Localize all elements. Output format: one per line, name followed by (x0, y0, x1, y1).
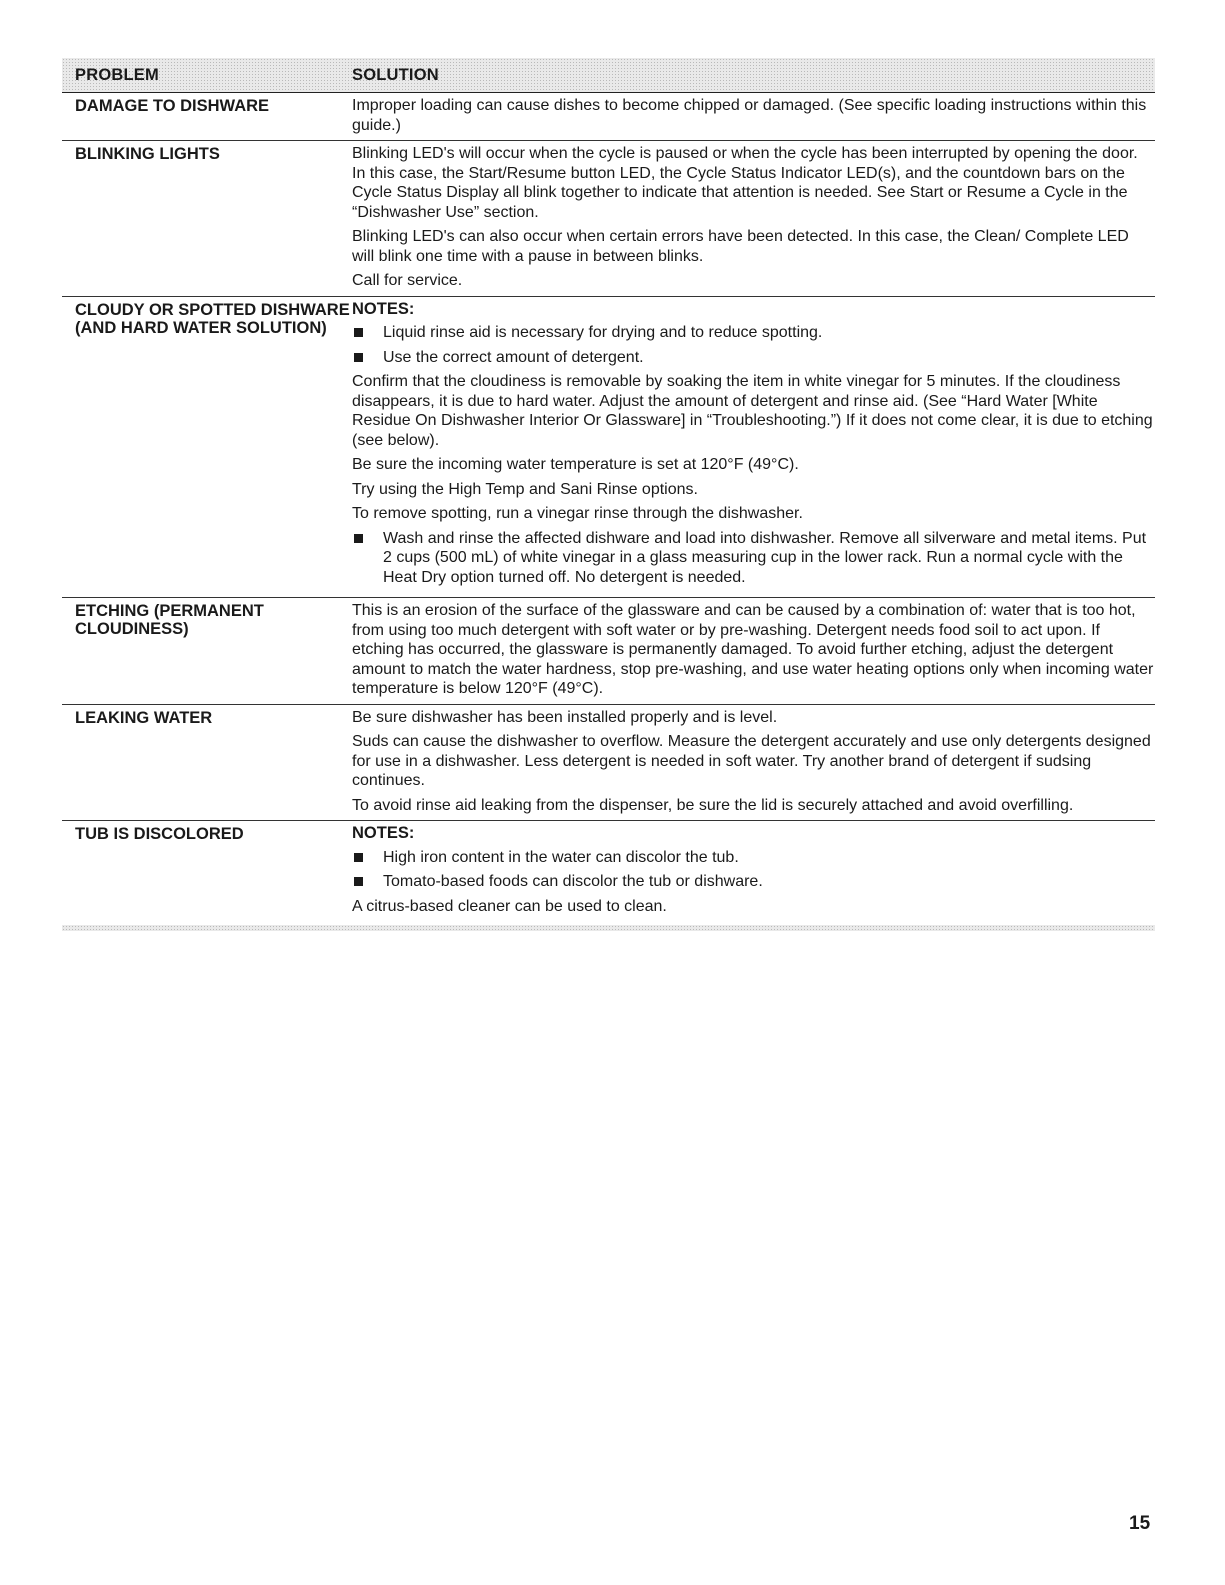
table-row (62, 93, 1155, 141)
bullet-text: Use the correct amount of detergent. (383, 348, 644, 366)
table-bottom-band (62, 925, 1155, 931)
bullet-text: Tomato-based foods can discolor the tub or dishware. (383, 873, 763, 890)
page-number: 15 (1129, 1513, 1151, 1534)
solution-paragraph: Call for service. (352, 272, 463, 289)
bullet-item (352, 872, 1155, 892)
bullet-text: Wash and rinse the affected dishware and load into dishwasher. Remove all silverware and metal items. Put 2 cups (500 mL) of white vinegar in a glass measuring cup in the lower rack. Run a normal cycle with the Heat Dry option turned off. No detergent is needed. (383, 529, 1147, 586)
solution-cell (352, 601, 1155, 699)
table-header (62, 58, 1155, 93)
bullet-text: High iron content in the water can discolor the tub. (383, 848, 739, 866)
table-row (62, 297, 1155, 599)
square-bullet-icon (354, 534, 363, 543)
problem-damage-to-dishware: DAMAGE TO DISHWARE (75, 97, 270, 115)
notes-heading: NOTES: (352, 299, 415, 318)
solution-paragraph: Try using the High Temp and Sani Rinse options. (352, 480, 698, 498)
solution-paragraph: Be sure dishwasher has been installed properly and is level. (352, 708, 778, 726)
solution-cell (352, 708, 1155, 816)
troubleshooting-table (62, 58, 1155, 931)
square-bullet-icon (354, 328, 363, 337)
bullet-item (352, 529, 1155, 588)
solution-cell (352, 300, 1155, 593)
solution-paragraph: Be sure the incoming water temperature is set at 120°F (49°C). (352, 456, 799, 473)
solution-paragraph: Blinking LED's can also occur when certain errors have been detected. In this case, the Clean/ Complete LED will blink one time with a pause in between blinks. (352, 228, 1129, 265)
problem-leaking-water: LEAKING WATER (75, 708, 213, 727)
problem-tub-discolored: TUB IS DISCOLORED (75, 825, 244, 843)
solution-paragraph: Improper loading can cause dishes to become chipped or damaged. (See specific loading instructions within this guide.) (352, 97, 1147, 134)
solution-cell (352, 96, 1155, 135)
square-bullet-icon (354, 877, 363, 886)
square-bullet-icon (354, 853, 363, 862)
problem-column-header: PROBLEM (75, 66, 159, 84)
solution-column-header: SOLUTION (352, 66, 439, 84)
solution-paragraph: This is an erosion of the surface of the glassware and can be caused by a combination of: water that is too hot, from using too much detergent with soft water or by pre-washing. Detergent needs food soil to act upon. If etching has occurred, the glassware is permanently damaged. To avoid further etching, adjust the detergent amount to match the water hardness, stop pre-washing, and use water heating options only when incoming water temperature is below 120°F (49°C). (352, 602, 1154, 697)
bullet-text: Liquid rinse aid is necessary for drying and to reduce spotting. (383, 324, 823, 341)
solution-cell (352, 144, 1155, 291)
table-row (62, 598, 1155, 705)
solution-paragraph: To avoid rinse aid leaking from the dispenser, be sure the lid is securely attached and avoid overfilling. (352, 796, 1074, 814)
bullet-item (352, 848, 1155, 868)
table-row (62, 821, 1155, 921)
bullet-item (352, 323, 1155, 343)
solution-paragraph: Confirm that the cloudiness is removable by soaking the item in white vinegar for 5 minutes. If the cloudiness disappears, it is due to hard water. Adjust the amount of detergent and rinse aid. (See “Hard Water [White Residue On Dishwasher Interior Or Glassware] in “Troubleshooting.”) If it does not come clear, it is due to etching (see below). (352, 373, 1153, 449)
solution-paragraph: Suds can cause the dishwasher to overflow. Measure the detergent accurately and use only detergents designed for use in a dishwasher. Less detergent is needed in soft water. Try another brand of detergent if sudsing continues. (352, 733, 1151, 789)
solution-paragraph: Blinking LED's will occur when the cycle is paused or when the cycle has been interrupted by opening the door. In this case, the Start/Resume button LED, the Cycle Status Indicator LED(s), and the countdown bars on the Cycle Status Display all blink together to indicate that attention is needed. See Start or Resume a Cycle in the “Dishwasher Use” section. (352, 145, 1138, 221)
problem-blinking-lights: BLINKING LIGHTS (75, 145, 220, 163)
notes-heading: NOTES: (352, 824, 415, 842)
square-bullet-icon (354, 353, 363, 362)
problem-etching: ETCHING (PERMANENT CLOUDINESS) (75, 602, 264, 638)
problem-cloudy-dishware: CLOUDY OR SPOTTED DISHWARE (AND HARD WATER SOLUTION) (75, 300, 350, 337)
table-row (62, 705, 1155, 822)
solution-paragraph: To remove spotting, run a vinegar rinse through the dishwasher. (352, 505, 803, 522)
bullet-item (352, 348, 1155, 368)
table-row (62, 141, 1155, 297)
solution-paragraph: A citrus-based cleaner can be used to clean. (352, 897, 667, 915)
solution-cell (352, 824, 1155, 916)
